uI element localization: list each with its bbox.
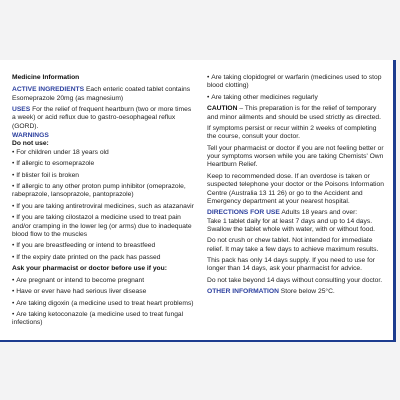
ask-item: • Have or ever have had serious liver disease bbox=[12, 288, 194, 296]
warning-item: • If blister foil is broken bbox=[12, 172, 194, 180]
pack-text: This pack has only 14 days supply. If you need to use for longer than 14 days, ask your pharmacist for advice. bbox=[207, 257, 375, 273]
right-column bbox=[207, 74, 387, 300]
tell-text: Tell your pharmacist or doctor if you are not feeling better or your symptoms worsen while you are taking Chemists' Own Heartburn Relief. bbox=[207, 144, 384, 169]
overdose-text: Keep to recommended dose. If an overdose is taken or suspected telephone your doctor or the Poisons Information Centre (Australia 13 11 26) or go to the Accident and Emergency department at your nearest hospital. bbox=[207, 172, 384, 205]
warnings-label: WARNINGS bbox=[12, 131, 49, 139]
warning-item: • If you are breastfeeding or intend to breastfeed bbox=[12, 242, 194, 250]
directions-text: Adults 18 years and over: bbox=[279, 209, 358, 217]
uses-label: USES bbox=[12, 106, 31, 114]
ask-item: • Are pregnant or intend to become pregnant bbox=[12, 277, 194, 285]
other-information bbox=[207, 288, 387, 296]
section-heading: Medicine Information bbox=[12, 74, 80, 81]
crush-text: Do not crush or chew tablet. Not intended for immediate relief. It may take a few days to achieve maximum results. bbox=[207, 237, 379, 253]
warning-item: • If the expiry date printed on the pack has passed bbox=[12, 254, 194, 262]
warning-item: • If allergic to any other proton pump inhibitor (omeprazole, rabeprazole, lansoprazole, pantoprazole) bbox=[12, 183, 194, 200]
uses bbox=[12, 106, 194, 131]
directions-label: DIRECTIONS FOR USE bbox=[207, 209, 280, 217]
directions-line-3: Swallow the tablet whole with water, with or without food. bbox=[207, 225, 376, 233]
ask-item: • Are taking clopidogrel or warfarin (medicines used to stop blood clotting) bbox=[207, 74, 387, 91]
persist-text: If symptoms persist or recur within 2 weeks of completing the course, consult your doctor. bbox=[207, 125, 377, 141]
caution bbox=[207, 105, 387, 122]
caution-label: CAUTION bbox=[207, 105, 238, 113]
active-ingredients-label: ACTIVE INGREDIENTS bbox=[12, 86, 85, 94]
left-column bbox=[12, 74, 194, 331]
warning-item: • If you are taking antiretroviral medicines, such as atazanavir bbox=[12, 203, 194, 211]
medicine-information-panel bbox=[0, 60, 396, 342]
warning-item: • If allergic to esomeprazole bbox=[12, 160, 194, 168]
ask-item: • Are taking other medicines regularly bbox=[207, 94, 387, 102]
active-ingredients-text: Each enteric coated tablet contains Esomeprazole 20mg (as magnesium) bbox=[12, 86, 191, 102]
do-not-use-heading: Do not use: bbox=[12, 140, 49, 148]
ask-item: • Are taking digoxin (a medicine used to treat heart problems) bbox=[12, 300, 194, 308]
uses-text: For the relief of frequent heartburn (two or more times a week) or acid reflux due to gastro-oesophageal reflux (GORD). bbox=[12, 106, 192, 130]
beyond-text: Do not take beyond 14 days without consulting your doctor. bbox=[207, 276, 383, 284]
other-information-text: Store below 25°C. bbox=[278, 288, 335, 296]
ask-before-use-heading: Ask your pharmacist or doctor before use if you: bbox=[12, 265, 167, 273]
warning-item: • For children under 18 years old bbox=[12, 149, 194, 157]
active-ingredients bbox=[12, 86, 194, 103]
ask-item: • Are taking ketoconazole (a medicine used to treat fungal infections) bbox=[12, 311, 194, 328]
warning-item: • If you are taking cilostazol a medicine used to treat pain and/or cramping in the lower leg (or arms) due to inadequate blood flow to the muscles bbox=[12, 214, 194, 239]
caution-text: – This preparation is for the relief of temporary and minor ailments and should be used strictly as directed. bbox=[207, 105, 381, 121]
directions bbox=[207, 209, 387, 217]
other-information-label: OTHER INFORMATION bbox=[207, 288, 279, 296]
directions-line-2: Take 1 tablet daily for at least 7 days and up to 14 days. bbox=[207, 217, 373, 225]
